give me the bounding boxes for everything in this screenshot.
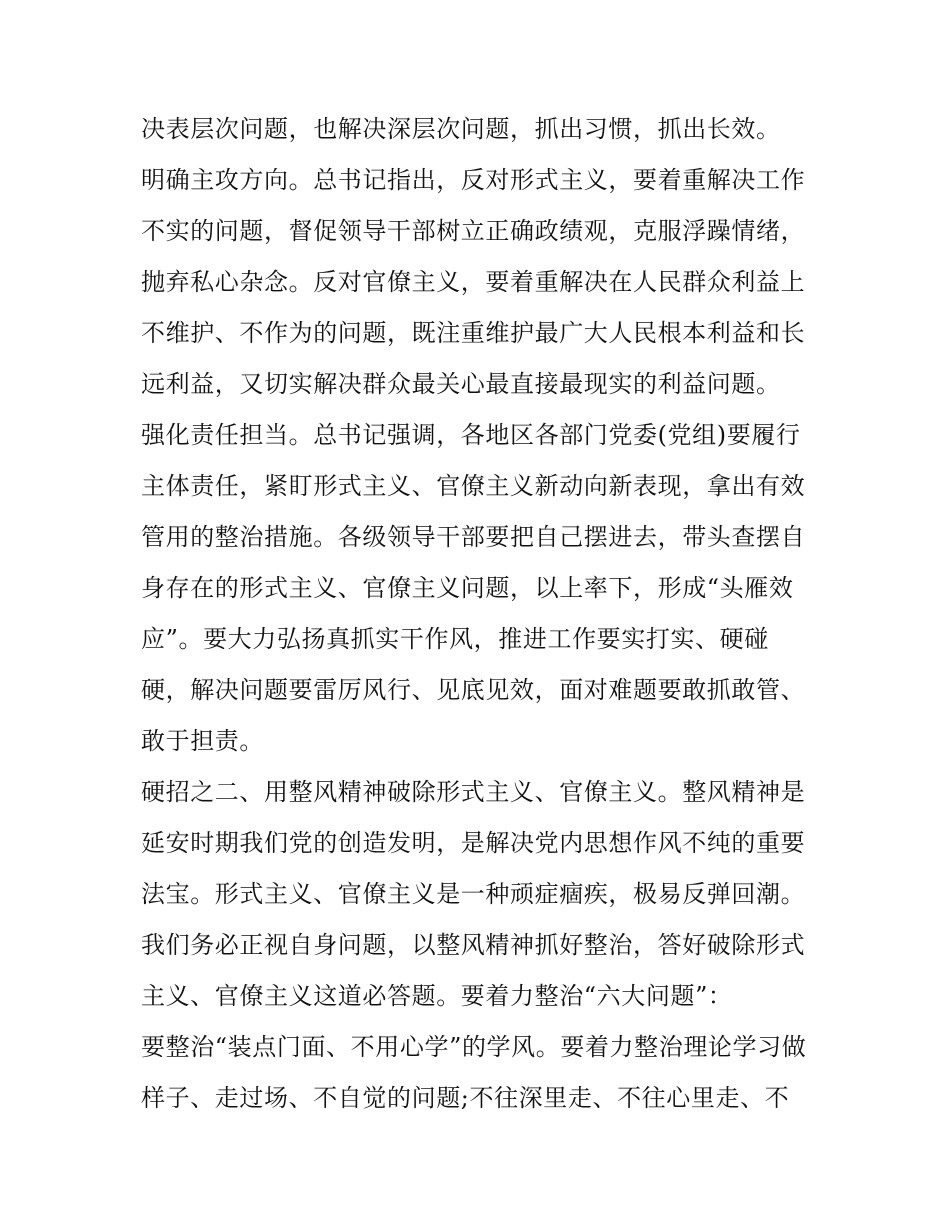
text-line-12: 硬，解决问题要雷厉风行、见底见效，面对难题要敢抓敢管、 bbox=[141, 676, 806, 704]
body-text bbox=[141, 104, 821, 1124]
text-line-3: 不实的问题，督促领导干部树立正确政绩观，克服浮躁情绪， bbox=[141, 217, 806, 245]
text-line-14: 硬招之二、用整风精神破除形式主义、官僚主义。整风精神是 bbox=[141, 778, 806, 806]
text-line-13: 敢于担责。 bbox=[141, 727, 264, 755]
text-line-15: 延安时期我们党的创造发明，是解决党内思想作风不纯的重要 bbox=[141, 829, 806, 857]
text-line-7: 强化责任担当。总书记强调，各地区各部门党委(党组)要履行 bbox=[141, 421, 801, 449]
text-line-20: 样子、走过场、不自觉的问题;不往深里走、不往心里走、不 bbox=[141, 1084, 790, 1112]
text-line-19: 要整治“装点门面、不用心学”的学风。要着力整治理论学习做 bbox=[141, 1033, 807, 1061]
text-line-2: 明确主攻方向。总书记指出，反对形式主义，要着重解决工作 bbox=[141, 166, 806, 194]
text-line-4: 抛弃私心杂念。反对官僚主义，要着重解决在人民群众利益上 bbox=[141, 268, 806, 296]
text-line-11: 应”。要大力弘扬真抓实干作风，推进工作要实打实、硬碰 bbox=[141, 625, 769, 653]
text-line-1: 决表层次问题，也解决深层次问题，抓出习惯，抓出长效。 bbox=[141, 115, 781, 143]
text-line-17: 我们务必正视自身问题，以整风精神抓好整治，答好破除形式 bbox=[141, 931, 806, 959]
text-line-8: 主体责任，紧盯形式主义、官僚主义新动向新表现，拿出有效 bbox=[141, 472, 806, 500]
text-line-10: 身存在的形式主义、官僚主义问题，以上率下，形成“头雁效 bbox=[141, 574, 794, 602]
text-line-6: 远利益，又切实解决群众最关心最直接最现实的利益问题。 bbox=[141, 370, 781, 398]
text-line-16: 法宝。形式主义、官僚主义是一种顽症痼疾，极易反弹回潮。 bbox=[141, 880, 806, 908]
text-line-9: 管用的整治措施。各级领导干部要把自己摆进去，带头查摆自 bbox=[141, 523, 806, 551]
text-line-5: 不维护、不作为的问题，既注重维护最广大人民根本利益和长 bbox=[141, 319, 806, 347]
text-line-18: 主义、官僚主义这道必答题。要着力整治“六大问题”： bbox=[141, 982, 733, 1010]
